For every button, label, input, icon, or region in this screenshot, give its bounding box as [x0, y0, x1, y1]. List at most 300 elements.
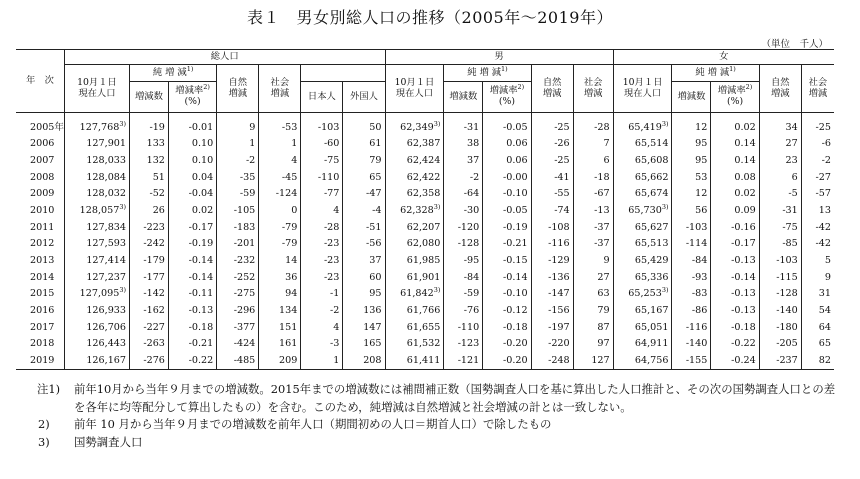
cell-f-pop: 65,730$^{3)}$ [613, 202, 672, 219]
cell-t-nat: -377 [217, 319, 259, 336]
cell-f-soc: 82 [801, 353, 834, 370]
footnote-ref: 3) [433, 119, 441, 128]
cell-f-pop: 65,514 [613, 136, 672, 153]
cell-t-rate: -0.11 [168, 286, 216, 303]
cell-f-pop: 65,674 [613, 186, 672, 203]
cell-year: 2005年 [30, 121, 65, 133]
cell-t-rate: 0.02 [168, 202, 216, 219]
cell-t-soc: -79 [259, 236, 301, 253]
cell-t-jp: -2 [301, 303, 343, 320]
cell-t-soc: 1 [259, 136, 301, 153]
cell-m-pop: 62,349$^{3)}$ [385, 113, 444, 136]
cell-t-pop: 128,084 [64, 169, 129, 186]
header-male-net: 純 増 減$^{1)}$ [444, 65, 531, 82]
cell-m-nat: -129 [531, 253, 573, 270]
cell-t-soc: 209 [259, 353, 301, 370]
cell-t-pop: 127,834 [64, 219, 129, 236]
cell-m-rate: -0.05 [483, 113, 531, 136]
cell-t-chg: -179 [130, 253, 169, 270]
cell-f-chg: 53 [672, 169, 711, 186]
cell-f-nat: -115 [759, 269, 801, 286]
cell-t-rate: 0.10 [168, 136, 216, 153]
footnote-3 [38, 434, 838, 452]
cell-f-soc: -57 [801, 186, 834, 203]
cell-m-chg: 37 [444, 152, 483, 169]
cell-t-fr: 61 [343, 136, 385, 153]
cell-f-rate: 0.02 [711, 186, 759, 203]
table-row [16, 219, 834, 236]
cell-m-pop: 61,901 [385, 269, 444, 286]
cell-m-pop: 62,424 [385, 152, 444, 169]
cell-t-soc: -45 [259, 169, 301, 186]
cell-t-pop: 128,033 [64, 152, 129, 169]
table-row [16, 336, 834, 353]
cell-t-rate: -0.04 [168, 186, 216, 203]
header-male: 男 [385, 50, 613, 65]
cell-t-rate: -0.19 [168, 236, 216, 253]
cell-f-nat: -85 [759, 236, 801, 253]
cell-f-pop: 65,167 [613, 303, 672, 320]
cell-t-jp: -28 [301, 219, 343, 236]
cell-t-pop: 127,901 [64, 136, 129, 153]
cell-f-rate: -0.13 [711, 303, 759, 320]
cell-f-nat: -5 [759, 186, 801, 203]
header-male-pop: 10月１日 現在人口 [385, 65, 444, 113]
header-total-social-blank [301, 65, 385, 82]
cell-m-chg: -120 [444, 219, 483, 236]
cell-t-nat: -35 [217, 169, 259, 186]
cell-m-rate: -0.10 [483, 286, 531, 303]
header-male-change-rate: 増減率$^{2)}$ (%) [483, 82, 531, 113]
cell-m-rate: -0.18 [483, 319, 531, 336]
cell-m-chg: -110 [444, 319, 483, 336]
footnote-ref: 3) [661, 202, 669, 211]
cell-t-jp: -1 [301, 286, 343, 303]
cell-m-chg: -95 [444, 253, 483, 270]
cell-f-rate: -0.22 [711, 336, 759, 353]
footnote-text: 前年 10 月から当年９月までの増減数を前年人口（期間初めの人口＝期首人口）で除したもの [74, 417, 552, 431]
cell-f-chg: -86 [672, 303, 711, 320]
cell-t-soc: 151 [259, 319, 301, 336]
cell-f-chg: -114 [672, 236, 711, 253]
footnote-ref: 3) [661, 119, 669, 128]
cell-t-soc: -79 [259, 219, 301, 236]
cell-year: 2013 [30, 255, 55, 267]
cell-m-rate: -0.14 [483, 269, 531, 286]
header-year: 年 次 [16, 50, 64, 113]
cell-m-soc: 127 [573, 353, 613, 370]
page-title: 表１ 男女別総人口の推移（2005年～2019年） [247, 8, 613, 27]
table-row [16, 286, 834, 303]
cell-t-pop: 127,237 [64, 269, 129, 286]
cell-t-rate: -0.14 [168, 269, 216, 286]
table-row [16, 113, 834, 136]
cell-f-soc: 5 [801, 253, 834, 270]
cell-t-soc: -53 [259, 113, 301, 136]
cell-t-rate: -0.22 [168, 353, 216, 370]
cell-f-nat: 34 [759, 113, 801, 136]
cell-t-chg: -263 [130, 336, 169, 353]
cell-f-rate: -0.17 [711, 236, 759, 253]
cell-f-nat: -140 [759, 303, 801, 320]
header-female-social: 社会 増減 [801, 65, 834, 113]
header-female-natural: 自然 増減 [759, 65, 801, 113]
cell-m-rate: -0.05 [483, 202, 531, 219]
footnote-2 [38, 416, 838, 434]
cell-t-fr: 65 [343, 169, 385, 186]
cell-f-nat: -205 [759, 336, 801, 353]
cell-t-fr: 136 [343, 303, 385, 320]
cell-year: 2014 [30, 271, 55, 283]
cell-f-chg: -155 [672, 353, 711, 370]
cell-year: 2009 [30, 188, 55, 200]
cell-m-soc: 97 [573, 336, 613, 353]
cell-t-nat: 1 [217, 136, 259, 153]
cell-m-nat: -74 [531, 202, 573, 219]
cell-t-rate: -0.01 [168, 113, 216, 136]
cell-f-soc: -6 [801, 136, 834, 153]
cell-t-chg: -19 [130, 113, 169, 136]
population-table [16, 49, 834, 370]
cell-t-nat: 9 [217, 113, 259, 136]
cell-f-rate: 0.09 [711, 202, 759, 219]
cell-f-pop: 65,051 [613, 319, 672, 336]
cell-year: 2015 [30, 288, 55, 300]
header-total: 総人口 [64, 50, 385, 65]
cell-year: 2006 [30, 138, 55, 150]
header-japanese: 日本人 [301, 82, 343, 113]
cell-f-rate: 0.14 [711, 152, 759, 169]
cell-m-nat: -248 [531, 353, 573, 370]
cell-m-soc: 9 [573, 253, 613, 270]
cell-t-soc: 161 [259, 336, 301, 353]
cell-m-soc: 79 [573, 303, 613, 320]
cell-t-chg: 132 [130, 152, 169, 169]
header-total-natural: 自然 増減 [217, 65, 259, 113]
cell-m-chg: -59 [444, 286, 483, 303]
footnote-ref: 3) [119, 119, 127, 128]
table-row [16, 253, 834, 270]
footnote-1 [38, 381, 838, 416]
cell-t-chg: -223 [130, 219, 169, 236]
cell-t-fr: 50 [343, 113, 385, 136]
cell-f-pop: 65,627 [613, 219, 672, 236]
cell-t-rate: 0.04 [168, 169, 216, 186]
cell-year: 2016 [30, 305, 55, 317]
cell-m-chg: -121 [444, 353, 483, 370]
cell-t-rate: -0.18 [168, 319, 216, 336]
cell-m-rate: -0.15 [483, 253, 531, 270]
cell-t-jp: -23 [301, 253, 343, 270]
cell-m-nat: -41 [531, 169, 573, 186]
cell-t-fr: 37 [343, 253, 385, 270]
table-row [16, 269, 834, 286]
cell-f-nat: 27 [759, 136, 801, 153]
cell-t-fr: 79 [343, 152, 385, 169]
cell-t-jp: -23 [301, 236, 343, 253]
cell-f-chg: 95 [672, 152, 711, 169]
cell-m-rate: -0.12 [483, 303, 531, 320]
cell-t-fr: 95 [343, 286, 385, 303]
cell-m-nat: -156 [531, 303, 573, 320]
header-total-pop: 10月１日 現在人口 [64, 65, 129, 113]
cell-f-chg: -84 [672, 253, 711, 270]
footnote-label: 2) [38, 417, 50, 431]
cell-m-chg: 38 [444, 136, 483, 153]
cell-f-nat: -75 [759, 219, 801, 236]
cell-t-soc: 94 [259, 286, 301, 303]
cell-t-nat: -183 [217, 219, 259, 236]
cell-f-soc: 13 [801, 202, 834, 219]
cell-t-fr: -51 [343, 219, 385, 236]
footnote-text: 前年10月から当年９月までの増減数。2015年までの増減数には補間補正数（国勢調査人口を基に算出した人口推計と、その次の国勢調査人口との差を各年に均等配分して算出したもの）を含む。このため，純増減は自然増減と社会増減の計とは一致しない。 [74, 382, 836, 414]
cell-m-soc: -18 [573, 169, 613, 186]
cell-t-jp: 1 [301, 353, 343, 370]
cell-year: 2012 [30, 238, 55, 250]
cell-m-soc: 7 [573, 136, 613, 153]
cell-f-rate: -0.13 [711, 253, 759, 270]
cell-year: 2011 [30, 221, 55, 233]
table-row [16, 202, 834, 219]
cell-f-rate: 0.14 [711, 136, 759, 153]
footnote-text: 国勢調査人口 [74, 434, 143, 449]
cell-f-soc: -27 [801, 169, 834, 186]
cell-t-pop: 126,706 [64, 319, 129, 336]
cell-m-pop: 62,207 [385, 219, 444, 236]
cell-f-pop: 65,336 [613, 269, 672, 286]
cell-m-rate: -0.00 [483, 169, 531, 186]
cell-m-soc: -28 [573, 113, 613, 136]
cell-m-soc: 6 [573, 152, 613, 169]
table-row [16, 152, 834, 169]
cell-f-soc: 54 [801, 303, 834, 320]
cell-t-nat: -2 [217, 152, 259, 169]
cell-m-rate: -0.10 [483, 186, 531, 203]
cell-f-rate: -0.18 [711, 319, 759, 336]
cell-m-pop: 62,387 [385, 136, 444, 153]
cell-f-rate: 0.02 [711, 113, 759, 136]
cell-f-chg: 56 [672, 202, 711, 219]
cell-t-chg: 51 [130, 169, 169, 186]
cell-f-nat: 6 [759, 169, 801, 186]
cell-f-pop: 65,253$^{3)}$ [613, 286, 672, 303]
cell-t-nat: -424 [217, 336, 259, 353]
header-female-change-rate: 増減率$^{2)}$ (%) [711, 82, 759, 113]
cell-m-soc: -67 [573, 186, 613, 203]
cell-t-nat: -232 [217, 253, 259, 270]
cell-t-rate: -0.14 [168, 253, 216, 270]
cell-m-chg: -76 [444, 303, 483, 320]
cell-m-pop: 62,328$^{3)}$ [385, 202, 444, 219]
footnote-ref: 3) [661, 286, 669, 295]
cell-t-chg: -276 [130, 353, 169, 370]
cell-t-chg: -242 [130, 236, 169, 253]
cell-m-pop: 62,358 [385, 186, 444, 203]
cell-year: 2008 [30, 171, 55, 183]
header-male-natural: 自然 増減 [531, 65, 573, 113]
cell-t-chg: -52 [130, 186, 169, 203]
cell-m-rate: 0.06 [483, 136, 531, 153]
cell-t-chg: -162 [130, 303, 169, 320]
cell-m-nat: -116 [531, 236, 573, 253]
cell-f-soc: -25 [801, 113, 834, 136]
footnotes [38, 381, 838, 451]
cell-t-fr: -4 [343, 202, 385, 219]
cell-f-pop: 64,756 [613, 353, 672, 370]
cell-f-soc: -42 [801, 236, 834, 253]
cell-t-pop: 127,414 [64, 253, 129, 270]
cell-m-pop: 61,985 [385, 253, 444, 270]
header-foreigner: 外国人 [343, 82, 385, 113]
table-row [16, 136, 834, 153]
cell-f-rate: -0.24 [711, 353, 759, 370]
cell-m-rate: 0.06 [483, 152, 531, 169]
cell-t-jp: 4 [301, 319, 343, 336]
header-female: 女 [613, 50, 834, 65]
cell-m-chg: -30 [444, 202, 483, 219]
cell-t-soc: 0 [259, 202, 301, 219]
cell-f-soc: 31 [801, 286, 834, 303]
cell-t-nat: -275 [217, 286, 259, 303]
cell-t-jp: -110 [301, 169, 343, 186]
cell-m-soc: 87 [573, 319, 613, 336]
cell-m-rate: -0.19 [483, 219, 531, 236]
cell-t-fr: 60 [343, 269, 385, 286]
cell-m-pop: 61,532 [385, 336, 444, 353]
cell-m-chg: -2 [444, 169, 483, 186]
footnote-ref: 3) [433, 286, 441, 295]
cell-f-rate: 0.08 [711, 169, 759, 186]
cell-t-jp: -60 [301, 136, 343, 153]
cell-t-fr: 165 [343, 336, 385, 353]
cell-f-nat: -31 [759, 202, 801, 219]
cell-f-soc: 64 [801, 319, 834, 336]
cell-f-pop: 65,662 [613, 169, 672, 186]
cell-f-chg: 95 [672, 136, 711, 153]
cell-f-pop: 65,429 [613, 253, 672, 270]
cell-m-pop: 61,411 [385, 353, 444, 370]
header-total-change-num: 増減数 [130, 82, 169, 113]
header-total-change-rate: 増減率$^{2)}$ (%) [168, 82, 216, 113]
cell-t-fr: 208 [343, 353, 385, 370]
cell-t-jp: -103 [301, 113, 343, 136]
header-female-change-num: 増減数 [672, 82, 711, 113]
cell-t-pop: 126,443 [64, 336, 129, 353]
cell-t-chg: -142 [130, 286, 169, 303]
footnote-ref: 3) [119, 202, 127, 211]
cell-t-pop: 127,095$^{3)}$ [64, 286, 129, 303]
cell-f-chg: 12 [672, 113, 711, 136]
cell-m-chg: -123 [444, 336, 483, 353]
cell-m-rate: -0.21 [483, 236, 531, 253]
cell-f-soc: -42 [801, 219, 834, 236]
cell-f-soc: 9 [801, 269, 834, 286]
cell-t-chg: -227 [130, 319, 169, 336]
cell-m-nat: -136 [531, 269, 573, 286]
cell-f-nat: -128 [759, 286, 801, 303]
table-row [16, 319, 834, 336]
table-row [16, 186, 834, 203]
cell-m-pop: 62,080 [385, 236, 444, 253]
cell-t-fr: -56 [343, 236, 385, 253]
cell-m-pop: 61,766 [385, 303, 444, 320]
cell-t-jp: -3 [301, 336, 343, 353]
cell-m-soc: 27 [573, 269, 613, 286]
cell-t-nat: -201 [217, 236, 259, 253]
cell-m-rate: -0.20 [483, 353, 531, 370]
cell-m-pop: 61,655 [385, 319, 444, 336]
table-row [16, 303, 834, 320]
cell-t-jp: -77 [301, 186, 343, 203]
cell-m-nat: -55 [531, 186, 573, 203]
cell-t-pop: 127,593 [64, 236, 129, 253]
cell-f-nat: -237 [759, 353, 801, 370]
cell-f-nat: -103 [759, 253, 801, 270]
cell-t-chg: 26 [130, 202, 169, 219]
header-female-net: 純 増 減$^{1)}$ [672, 65, 759, 82]
cell-m-soc: -37 [573, 219, 613, 236]
cell-t-fr: 147 [343, 319, 385, 336]
cell-t-soc: 134 [259, 303, 301, 320]
cell-f-rate: -0.13 [711, 286, 759, 303]
cell-t-soc: 36 [259, 269, 301, 286]
header-female-pop: 10月１日 現在人口 [613, 65, 672, 113]
table-row [16, 236, 834, 253]
table-row [16, 169, 834, 186]
cell-m-nat: -220 [531, 336, 573, 353]
cell-m-nat: -26 [531, 136, 573, 153]
table-body [16, 113, 834, 370]
cell-t-rate: -0.21 [168, 336, 216, 353]
cell-t-nat: -105 [217, 202, 259, 219]
unit-label: （単位 千人） [761, 39, 828, 50]
cell-m-chg: -128 [444, 236, 483, 253]
cell-m-nat: -25 [531, 152, 573, 169]
cell-f-soc: 65 [801, 336, 834, 353]
cell-t-soc: -124 [259, 186, 301, 203]
cell-f-pop: 65,608 [613, 152, 672, 169]
cell-t-pop: 126,167 [64, 353, 129, 370]
cell-year: 2010 [30, 204, 55, 216]
cell-f-rate: -0.16 [711, 219, 759, 236]
cell-t-pop: 128,057$^{3)}$ [64, 202, 129, 219]
cell-m-nat: -25 [531, 113, 573, 136]
cell-m-pop: 62,422 [385, 169, 444, 186]
cell-t-rate: -0.17 [168, 219, 216, 236]
cell-m-soc: -13 [573, 202, 613, 219]
cell-f-chg: -140 [672, 336, 711, 353]
cell-f-pop: 64,911 [613, 336, 672, 353]
cell-f-chg: 12 [672, 186, 711, 203]
cell-t-pop: 126,933 [64, 303, 129, 320]
cell-t-jp: -75 [301, 152, 343, 169]
cell-m-chg: -31 [444, 113, 483, 136]
footnote-label: 3) [38, 434, 50, 449]
cell-m-rate: -0.20 [483, 336, 531, 353]
footnote-ref: 3) [433, 202, 441, 211]
cell-t-soc: 4 [259, 152, 301, 169]
cell-t-nat: -59 [217, 186, 259, 203]
cell-t-fr: -47 [343, 186, 385, 203]
cell-f-nat: -180 [759, 319, 801, 336]
cell-m-chg: -64 [444, 186, 483, 203]
cell-t-rate: -0.13 [168, 303, 216, 320]
cell-t-nat: -296 [217, 303, 259, 320]
cell-t-pop: 127,768$^{3)}$ [64, 113, 129, 136]
cell-m-pop: 61,842$^{3)}$ [385, 286, 444, 303]
cell-f-chg: -93 [672, 269, 711, 286]
cell-f-nat: 23 [759, 152, 801, 169]
